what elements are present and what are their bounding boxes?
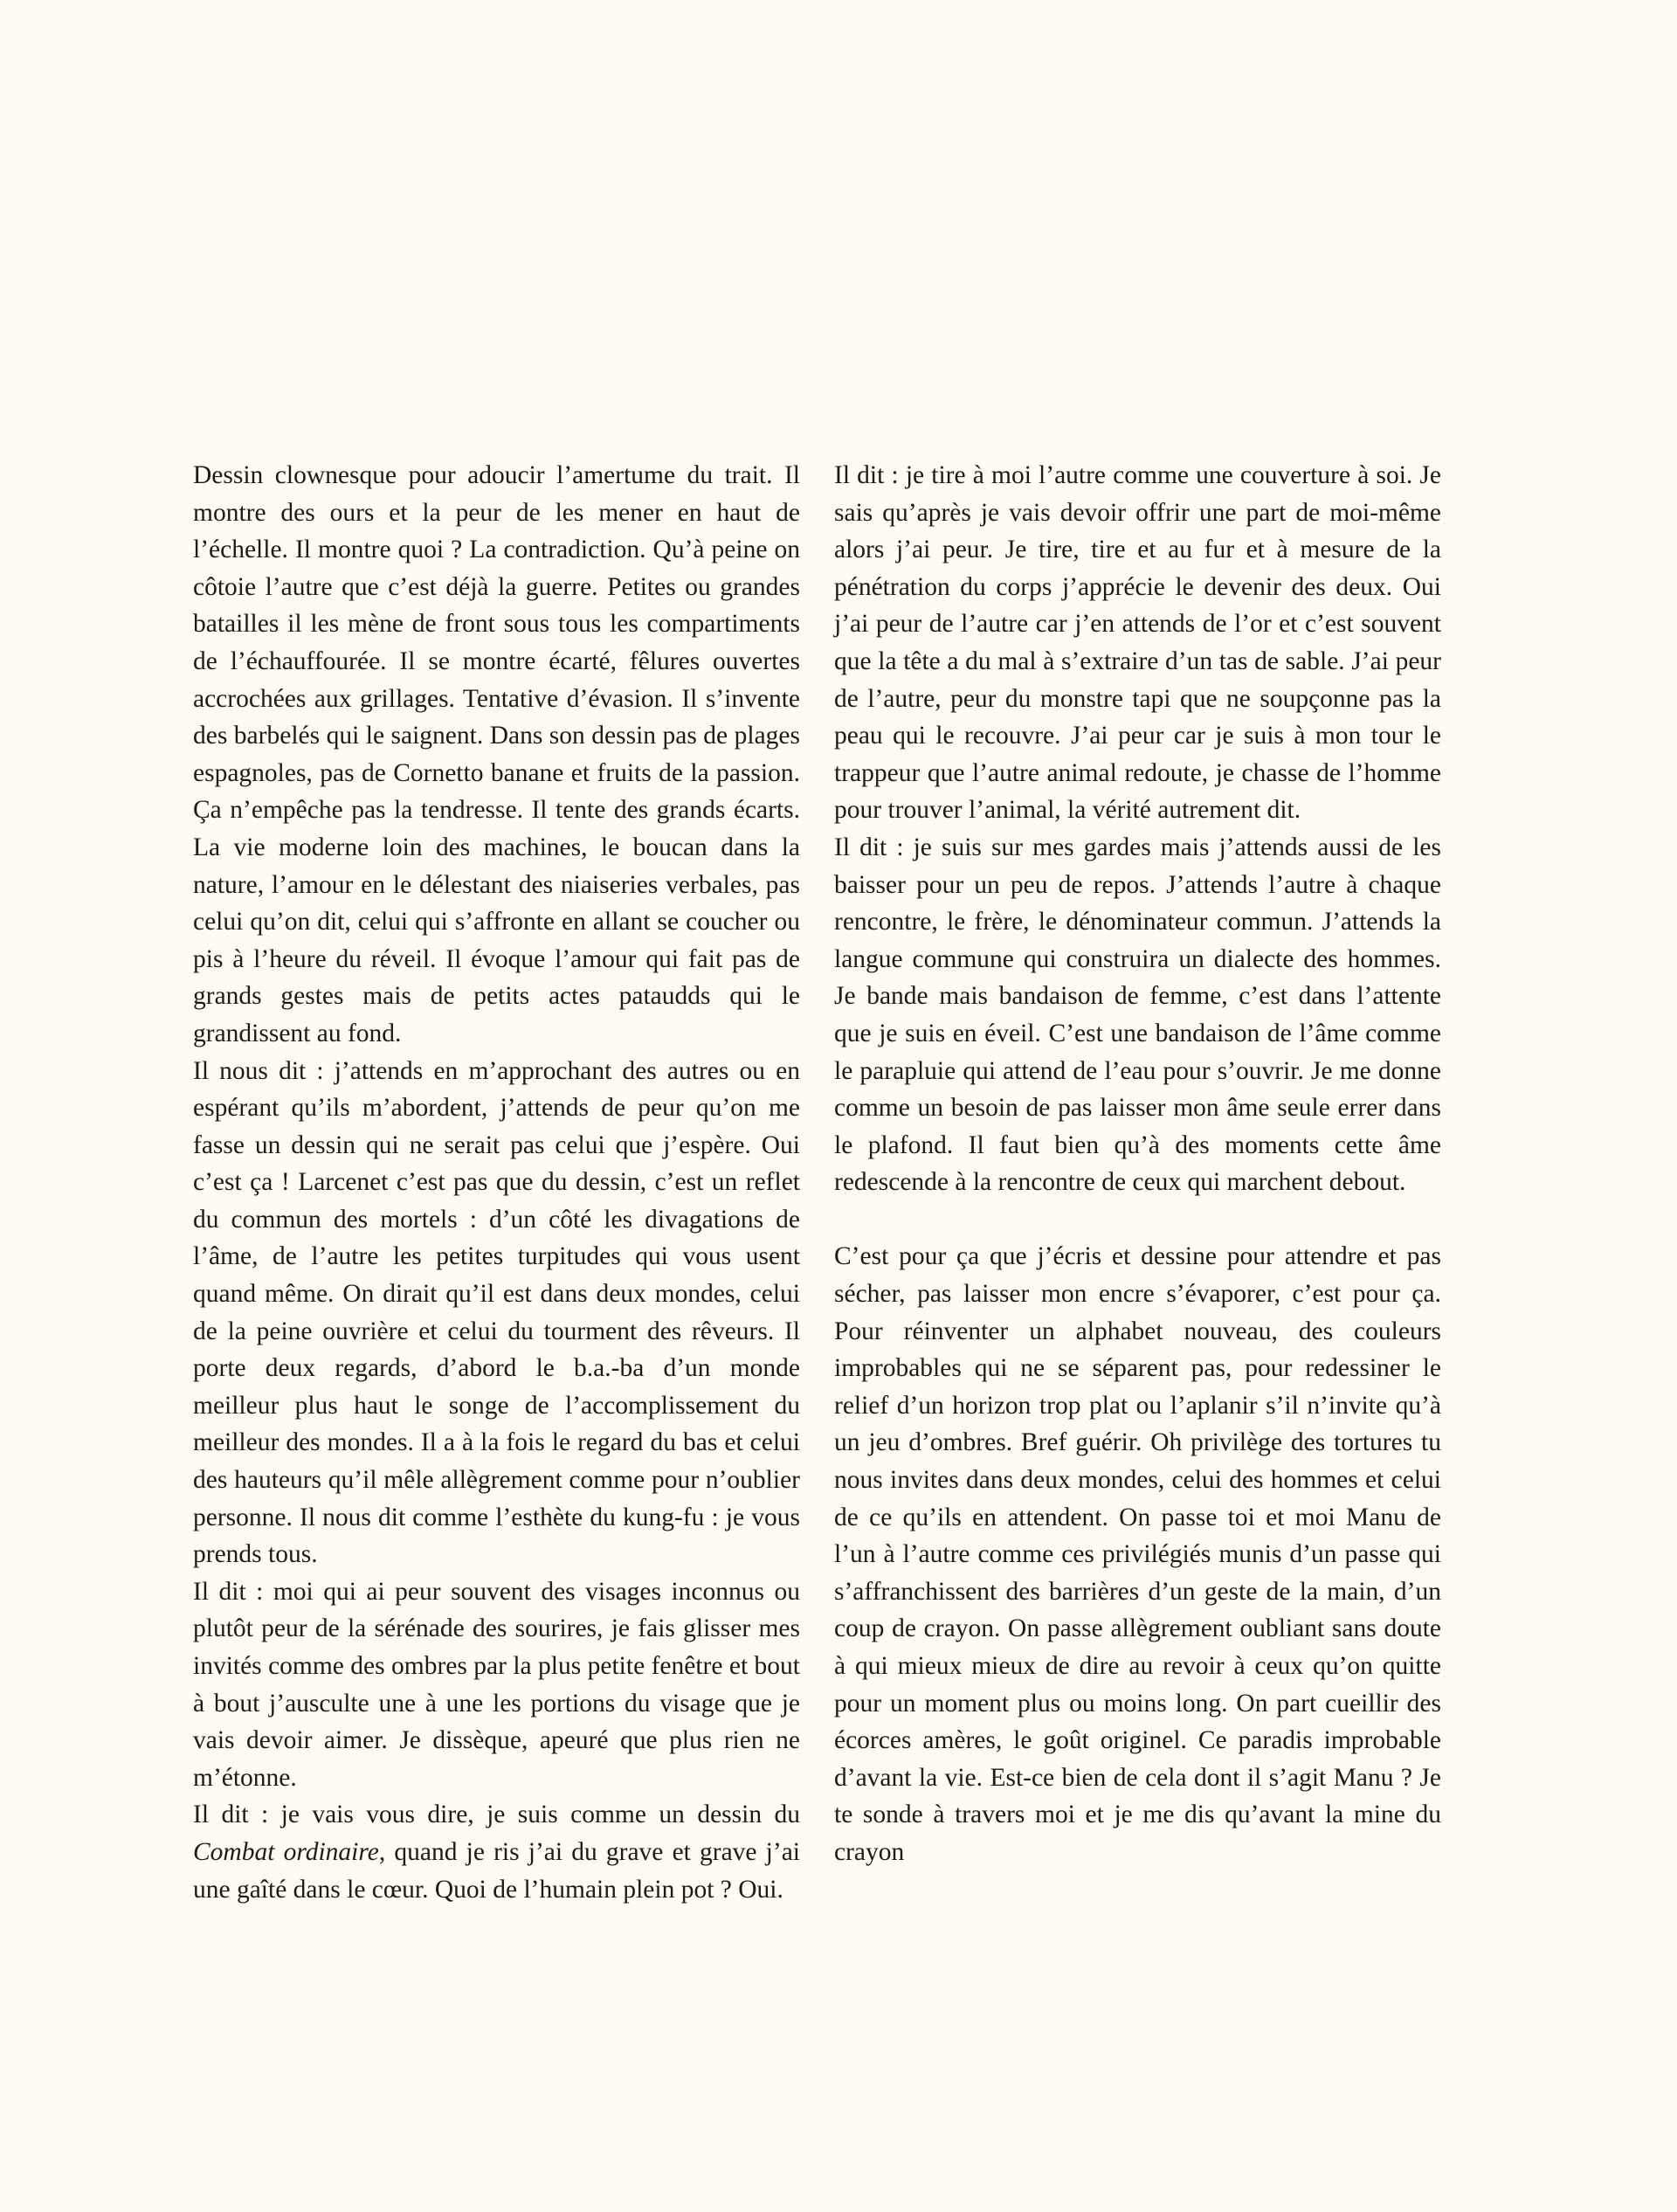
right-text-column [834,457,1441,1871]
paragraph: Il nous dit : j’attends en m’approchant des autres ou en espérant qu’ils m’abordent, j’attends de peur qu’on me fasse un dessin qui ne serait pas celui que j’espère. Oui c’est ça ! Larcenet c’est pas que du dessin, c’est un reflet du commun des mortels : d’un côté les divagations de l’âme, de l’autre les petites turpitudes qui vous usent quand même. On dirait qu’il est dans deux mondes, celui de la peine ouvrière et celui du tourment des rêveurs. Il porte deux regards, d’abord le b.a.-ba d’un monde meilleur plus haut le songe de l’accomplissement du meilleur des mondes. Il a à la fois le regard du bas et celui des hauteurs qu’il mêle allègrement comme pour n’oublier personne. Il nous dit comme l’esthète du kung-fu : je vous prends tous. [193,1056,800,1569]
paragraph: Dessin clownesque pour adoucir l’amertume du trait. Il montre des ours et la peur de les mener en haut de l’échelle. Il montre quoi ? La contradiction. Qu’à peine on côtoie l’autre que c’est déjà la guerre. Petites ou grandes batailles il les mène de front sous tous les compartiments de l’échauffourée. Il se montre écarté, fêlures ouvertes accrochées aux grillages. Tentative d’évasion. Il s’invente des barbelés qui le saignent. Dans son dessin pas de plages espagnoles, pas de Cornetto banane et fruits de la passion. Ça n’empêche pas la tendresse. Il tente des grands écarts. La vie moderne loin des machines, le boucan dans la nature, l’amour en le délestant des niaiseries verbales, pas celui qu’on dit, celui qui s’affronte en allant se coucher ou pis à l’heure du réveil. Il évoque l’amour qui fait pas de grands gestes mais de petits actes pataudds qui le grandissent au fond. [193,461,800,1047]
paragraph: C’est pour ça que j’écris et dessine pour attendre et pas sécher, pas laisser mon encre s’évaporer, c’est pour ça. Pour réinventer un alphabet nouveau, des couleurs improbables qui ne se séparent pas, pour redessiner le relief d’un horizon trop plat ou l’aplanir s’il n’invite qu’à un jeu d’ombres. Bref guérir. Oh privilège des tortures tu nous invites dans deux mondes, celui des hommes et celui de ce qu’ils en attendent. On passe toi et moi Manu de l’un à l’autre comme ces privilégiés munis d’un passe qui s’affranchissent des barrières d’un geste de la main, d’un coup de crayon. On passe allègrement oubliant sans doute à qui mieux mieux de dire au revoir à ceux qu’on quitte pour un moment plus ou moins long. On part cueillir des écorces amères, le goût originel. Ce paradis improbable d’avant la vie. Est-ce bien de cela dont il s’agit Manu ? Je te sonde à travers moi et je me dis qu’avant la mine du crayon [834,1242,1441,1866]
paragraph: Il dit : moi qui ai peur souvent des visages inconnus ou plutôt peur de la sérénade des sourires, je fais glisser mes invités comme des ombres par la plus petite fenêtre et bout à bout j’ausculte une à une les portions du visage que je vais devoir aimer. Je dissèque, apeuré que plus rien ne m’étonne. [193,1577,800,1792]
paragraph [193,1796,800,1908]
paragraph-text: , quand je ris j’ai du grave et grave j’ai une gaîté dans le cœur. Quoi de l’humain plein pot ? Oui. [193,1837,800,1904]
book-title: Combat ordinaire [193,1837,379,1866]
paragraph: Il dit : je tire à moi l’autre comme une couverture à soi. Je sais qu’après je vais devoir offrir une part de moi-même alors j’ai peur. Je tire, tire et au fur et à mesure de la pénétration du corps j’apprécie le devenir des deux. Oui j’ai peur de l’autre car j’en attends de l’or et c’est souvent que la tête a du mal à s’extraire d’un tas de sable. J’ai peur de l’autre, peur du monstre tapi que ne soupçonne pas la peau qui le recouvre. J’ai peur car je suis à mon tour le trappeur que l’autre animal redoute, je chasse de l’homme pour trouver l’animal, la vérité autrement dit. [834,461,1441,825]
left-text-column [193,457,800,1908]
paragraph: Il dit : je suis sur mes gardes mais j’attends aussi de les baisser pour un peu de repos. J’attends l’autre à chaque rencontre, le frère, le dénominateur commun. J’attends la langue commune qui construira un dialecte des hommes. Je bande mais bandaison de femme, c’est dans l’attente que je suis en éveil. C’est une bandaison de l’âme comme le parapluie qui attend de l’eau pour s’ouvrir. Je me donne comme un besoin de pas laisser mon âme seule errer dans le plafond. Il faut bien qu’à des moments cette âme redescende à la rencontre de ceux qui marchent debout. [834,833,1441,1197]
paragraph-text: Il dit : je vais vous dire, je suis comme un dessin du [193,1801,800,1829]
